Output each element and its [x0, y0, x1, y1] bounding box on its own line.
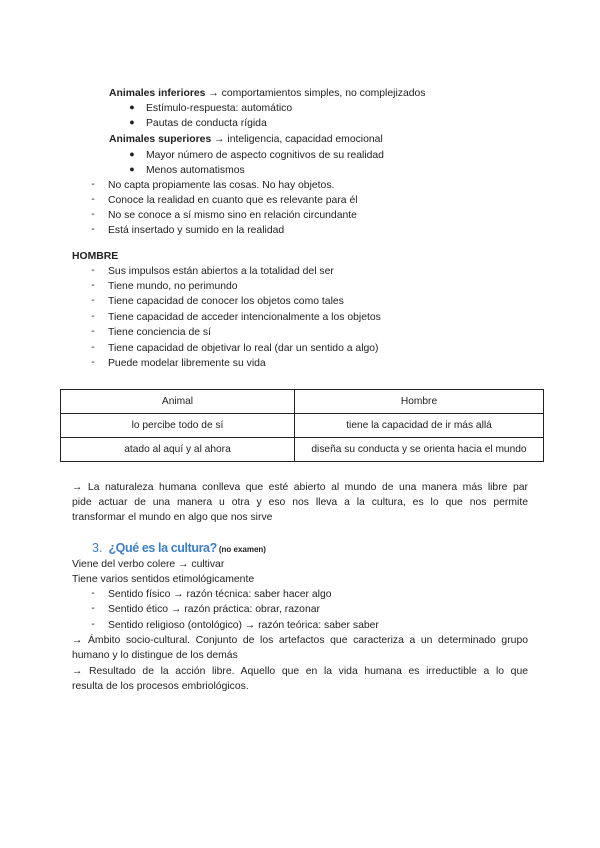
bullet-dot-icon: ● — [129, 164, 135, 174]
table-row — [61, 414, 544, 438]
animales-inferiores-line — [109, 87, 425, 101]
table-header-hombre: Hombre — [295, 390, 544, 414]
dash-bullet-icon: - — [91, 357, 95, 368]
list-item: Estímulo-respuesta: automático — [146, 103, 293, 114]
section-number: 3. — [92, 541, 103, 555]
list-item: Mayor número de aspecto cognitivos de su realidad — [146, 150, 384, 161]
cultura-paragraph-line: → Resultado de la acción libre. Aquello que en la vida humana es irreductible a lo que — [72, 666, 528, 677]
dash-bullet-icon: - — [91, 265, 95, 276]
table-cell: tiene la capacidad de ir más allá — [295, 414, 544, 438]
dash-bullet-icon: - — [91, 179, 95, 190]
dash-bullet-icon: - — [91, 224, 95, 235]
table-row — [61, 438, 544, 462]
bullet-dot-icon: ● — [129, 149, 135, 159]
comparison-table — [60, 389, 544, 462]
list-item: Tiene mundo, no perimundo — [108, 281, 238, 292]
section-title: ¿Qué es la cultura? — [108, 541, 217, 555]
list-item: Tiene capacidad de conocer los objetos como tales — [108, 296, 344, 307]
table-cell: diseña su conducta y se orienta hacia el mundo — [295, 438, 544, 462]
list-item: Menos automatismos — [146, 165, 245, 176]
dash-bullet-icon: - — [91, 194, 95, 205]
dash-bullet-icon: - — [91, 280, 95, 291]
cultura-line: Tiene varios sentidos etimológicamente — [72, 574, 255, 585]
cultura-paragraph-line: resulta de los procesos embriológicos. — [72, 681, 249, 692]
list-item: Sus impulsos están abiertos a la totalidad del ser — [108, 266, 334, 277]
table-cell: atado al aquí y al ahora — [61, 438, 295, 462]
animales-superiores-line — [109, 133, 383, 147]
table-header-animal: Animal — [61, 390, 295, 414]
dash-bullet-icon: - — [91, 342, 95, 353]
list-item: Está insertado y sumido en la realidad — [108, 225, 285, 236]
dash-bullet-icon: - — [91, 619, 95, 630]
cultura-paragraph-line: → Ámbito socio-cultural. Conjunto de los artefactos que caracteriza a un determinado grupo — [72, 635, 528, 646]
table-cell: lo percibe todo de sí — [61, 414, 295, 438]
list-item: Sentido ético → razón práctica: obrar, razonar — [108, 604, 320, 615]
animales-superiores-text: → inteligencia, capacidad emocional — [211, 134, 383, 145]
list-item: Puede modelar libremente su vida — [108, 358, 266, 369]
dash-bullet-icon: - — [91, 311, 95, 322]
list-item: Tiene conciencia de sí — [108, 327, 212, 338]
animales-inferiores-text: → comportamientos simples, no complejizados — [205, 88, 426, 99]
animales-inferiores-label: Animales inferiores — [109, 88, 206, 99]
dash-bullet-icon: - — [91, 603, 95, 614]
table-header-row — [61, 390, 544, 414]
conclusion-line: transformar el mundo en algo que nos sirve — [72, 512, 273, 523]
hombre-heading: HOMBRE — [72, 251, 119, 262]
list-item: Sentido físico → razón técnica: saber hacer algo — [108, 589, 332, 600]
list-item: No capta propiamente las cosas. No hay objetos. — [108, 180, 335, 191]
cultura-paragraph-line: humano y lo distingue de los demás — [72, 650, 238, 661]
bullet-dot-icon: ● — [129, 117, 135, 127]
list-item: Conoce la realidad en cuanto que es relevante para él — [108, 195, 358, 206]
dash-bullet-icon: - — [91, 588, 95, 599]
section-note: (no examen) — [218, 545, 266, 554]
section-heading — [92, 540, 266, 558]
cultura-line: Viene del verbo colere → cultivar — [72, 559, 225, 570]
list-item: Sentido religioso (ontológico) → razón teórica: saber saber — [108, 620, 379, 631]
list-item: Pautas de conducta rígida — [146, 118, 267, 129]
list-item: No se conoce a sí mismo sino en relación circundante — [108, 210, 357, 221]
animales-superiores-label: Animales superiores — [109, 134, 212, 145]
list-item: Tiene capacidad de objetivar lo real (dar un sentido a algo) — [108, 343, 379, 354]
list-item: Tiene capacidad de acceder intencionalmente a los objetos — [108, 312, 381, 323]
dash-bullet-icon: - — [91, 295, 95, 306]
dash-bullet-icon: - — [91, 209, 95, 220]
conclusion-line: pide actuar de una manera u otra y eso nos lleva a la cultura, es lo que nos permite — [72, 497, 528, 508]
dash-bullet-icon: - — [91, 326, 95, 337]
bullet-dot-icon: ● — [129, 102, 135, 112]
conclusion-line: → La naturaleza humana conlleva que esté abierto al mundo de una manera más libre par — [72, 482, 528, 493]
